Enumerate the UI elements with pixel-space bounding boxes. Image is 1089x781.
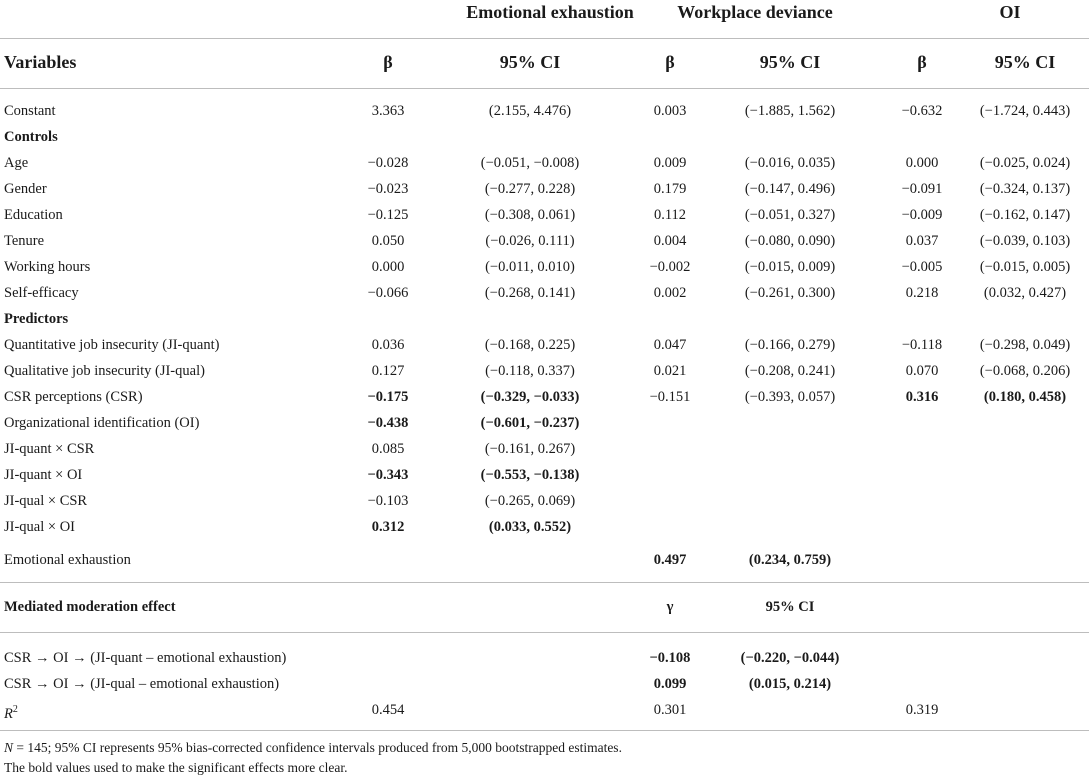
cell-ee-ci: (−0.161, 0.267) (484, 441, 576, 457)
r-squared-label: $R^2$ (4, 704, 18, 722)
footnote-sample: N = 145; 95% CI represents 95% bias-corrected confidence intervals produced from 5,000 bootstrapped estimates. (4, 740, 622, 755)
cell-wd-beta: −0.151 (649, 389, 691, 405)
r-squared-oi: 0.319 (905, 702, 939, 718)
cell-ee-ci: (0.033, 0.552) (488, 519, 572, 535)
cell-oi-ci: (−0.162, 0.147) (979, 207, 1071, 223)
cell-ee-ci: (−0.308, 0.061) (484, 207, 576, 223)
cell-oi-ci: (−0.068, 0.206) (979, 363, 1071, 379)
header-wd-ci: 95% CI (759, 52, 821, 72)
table-row (0, 514, 1089, 540)
mediated-header-row (0, 594, 1089, 620)
table-row (0, 547, 1089, 573)
cell-ee-ci: (−0.268, 0.141) (484, 285, 576, 301)
row-label: Working hours (4, 259, 91, 275)
cell-wd-beta: 0.004 (653, 233, 687, 249)
mediated-gamma-header: γ (666, 599, 674, 615)
table-row (0, 98, 1089, 124)
cell-ee-beta: 0.312 (371, 519, 405, 535)
row-label: Emotional exhaustion (4, 552, 131, 568)
cell-ee-beta: 0.127 (371, 363, 405, 379)
cell-oi-ci: (−0.025, 0.024) (979, 155, 1071, 171)
header-ee-beta: β (383, 52, 393, 72)
header-wd-beta: β (665, 52, 675, 72)
cell-ee-beta: 0.036 (371, 337, 405, 353)
cell-ee-beta: 0.085 (371, 441, 405, 457)
cell-ee-beta: −0.028 (367, 155, 409, 171)
table-row (0, 488, 1089, 514)
row-label: JI-qual × OI (4, 519, 75, 535)
table-row (0, 202, 1089, 228)
r-squared-ee: 0.454 (371, 702, 405, 718)
cell-ee-ci: (−0.051, −0.008) (480, 155, 580, 171)
cell-ee-ci: (−0.026, 0.111) (485, 233, 575, 249)
cell-oi-ci: (−0.039, 0.103) (979, 233, 1071, 249)
row-label: JI-qual × CSR (4, 493, 88, 509)
table-row (0, 436, 1089, 462)
column-header-row (0, 47, 1089, 77)
cell-oi-beta: 0.316 (905, 389, 939, 405)
table-row (0, 254, 1089, 280)
section-label-controls: Controls (4, 129, 58, 145)
row-label: Qualitative job insecurity (JI-qual) (4, 363, 205, 379)
cell-oi-ci: (0.032, 0.427) (983, 285, 1067, 301)
group-header-oi: OI (999, 2, 1021, 22)
mediated-ci: (−0.220, −0.044) (740, 650, 840, 666)
row-label: CSR perceptions (CSR) (4, 389, 143, 405)
table-row (0, 124, 1089, 150)
cell-oi-ci: (−0.298, 0.049) (979, 337, 1071, 353)
cell-wd-ci: (−0.051, 0.327) (744, 207, 836, 223)
mediated-row-label: CSR → OI → (JI-qual – emotional exhaustion) (4, 676, 280, 692)
row-label: Organizational identification (OI) (4, 415, 200, 431)
cell-ee-beta: −0.343 (367, 467, 409, 483)
cell-ee-beta: 0.050 (371, 233, 405, 249)
header-variables: Variables (4, 52, 77, 72)
cell-wd-ci: (−0.080, 0.090) (744, 233, 836, 249)
cell-wd-beta: 0.047 (653, 337, 687, 353)
header-oi-ci: 95% CI (994, 52, 1056, 72)
cell-wd-ci: (−0.393, 0.057) (744, 389, 836, 405)
cell-wd-ci: (−0.147, 0.496) (744, 181, 836, 197)
table-row (0, 410, 1089, 436)
cell-ee-ci: (2.155, 4.476) (488, 103, 572, 119)
cell-ee-ci: (−0.329, −0.033) (480, 389, 580, 405)
table-row (0, 358, 1089, 384)
row-label: JI-quant × CSR (4, 441, 95, 457)
cell-oi-beta: 0.037 (905, 233, 939, 249)
cell-ee-ci: (−0.553, −0.138) (480, 467, 580, 483)
cell-ee-beta: 0.000 (371, 259, 405, 275)
group-header-workplace-deviance: Workplace deviance (677, 2, 833, 22)
cell-oi-beta: −0.632 (901, 103, 943, 119)
cell-ee-ci: (−0.265, 0.069) (484, 493, 576, 509)
section-label-predictors: Predictors (4, 311, 69, 327)
cell-ee-beta: −0.125 (367, 207, 409, 223)
cell-wd-ci: (−0.261, 0.300) (744, 285, 836, 301)
rule-header (0, 88, 1089, 89)
row-label: Age (4, 155, 29, 171)
mediated-gamma: −0.108 (649, 650, 691, 666)
cell-ee-beta: −0.103 (367, 493, 409, 509)
mediated-row (0, 645, 1089, 671)
table-row (0, 306, 1089, 332)
table-row (0, 280, 1089, 306)
mediated-title: Mediated moderation effect (4, 599, 176, 615)
cell-oi-beta: −0.091 (901, 181, 943, 197)
footnote-bold: The bold values used to make the significant effects more clear. (4, 760, 348, 775)
cell-wd-beta: 0.179 (653, 181, 687, 197)
cell-ee-ci: (−0.601, −0.237) (480, 415, 580, 431)
table-row (0, 228, 1089, 254)
cell-ee-ci: (−0.011, 0.010) (485, 259, 575, 275)
mediated-ci-header: 95% CI (765, 599, 815, 615)
cell-wd-ci: (−1.885, 1.562) (744, 103, 836, 119)
cell-wd-beta: 0.002 (653, 285, 687, 301)
mediated-ci: (0.015, 0.214) (748, 676, 832, 692)
cell-ee-beta: −0.023 (367, 181, 409, 197)
cell-wd-beta: 0.112 (653, 207, 687, 223)
cell-oi-beta: 0.218 (905, 285, 939, 301)
cell-wd-beta: 0.003 (653, 103, 687, 119)
table-row (0, 332, 1089, 358)
row-label: Constant (4, 103, 56, 119)
rule-top (0, 38, 1089, 39)
cell-oi-ci: (0.180, 0.458) (983, 389, 1067, 405)
cell-wd-beta: 0.009 (653, 155, 687, 171)
rule-bottom (0, 730, 1089, 731)
table-row (0, 462, 1089, 488)
rule-mediated-top (0, 582, 1089, 583)
cell-wd-ci: (−0.016, 0.035) (744, 155, 836, 171)
cell-wd-beta: −0.002 (649, 259, 691, 275)
table-row (0, 176, 1089, 202)
header-oi-beta: β (917, 52, 927, 72)
table-row (0, 150, 1089, 176)
cell-ee-ci: (−0.168, 0.225) (484, 337, 576, 353)
cell-ee-beta: −0.438 (367, 415, 409, 431)
cell-oi-beta: 0.000 (905, 155, 939, 171)
row-label: Quantitative job insecurity (JI-quant) (4, 337, 220, 353)
cell-ee-ci: (−0.277, 0.228) (484, 181, 576, 197)
mediated-row (0, 671, 1089, 697)
row-label: JI-quant × OI (4, 467, 83, 483)
cell-wd-beta: 0.021 (653, 363, 687, 379)
rule-mediated-header (0, 632, 1089, 633)
cell-oi-beta: −0.118 (901, 337, 943, 353)
cell-ee-beta: 3.363 (371, 103, 405, 119)
row-label: Education (4, 207, 63, 223)
cell-ee-beta: −0.066 (367, 285, 409, 301)
cell-wd-ci: (−0.166, 0.279) (744, 337, 836, 353)
cell-oi-ci: (−1.724, 0.443) (979, 103, 1071, 119)
r-squared-wd: 0.301 (653, 702, 687, 718)
r-squared-row (0, 697, 1089, 723)
cell-wd-ci: (−0.015, 0.009) (744, 259, 836, 275)
cell-wd-beta: 0.497 (653, 552, 687, 568)
cell-oi-beta: −0.009 (901, 207, 943, 223)
row-label: Gender (4, 181, 47, 197)
row-label: Self-efficacy (4, 285, 79, 301)
row-label: Tenure (4, 233, 45, 249)
cell-wd-ci: (0.234, 0.759) (748, 552, 832, 568)
cell-oi-ci: (−0.015, 0.005) (979, 259, 1071, 275)
cell-wd-ci: (−0.208, 0.241) (744, 363, 836, 379)
group-header-emotional-exhaustion: Emotional exhaustion (466, 2, 634, 22)
cell-ee-beta: −0.175 (367, 389, 409, 405)
header-ee-ci: 95% CI (499, 52, 561, 72)
cell-oi-beta: −0.005 (901, 259, 943, 275)
table-row (0, 384, 1089, 410)
cell-oi-ci: (−0.324, 0.137) (979, 181, 1071, 197)
cell-oi-beta: 0.070 (905, 363, 939, 379)
cell-ee-ci: (−0.118, 0.337) (485, 363, 575, 379)
mediated-row-label: CSR → OI → (JI-quant – emotional exhaustion) (4, 650, 287, 666)
mediated-gamma: 0.099 (653, 676, 687, 692)
